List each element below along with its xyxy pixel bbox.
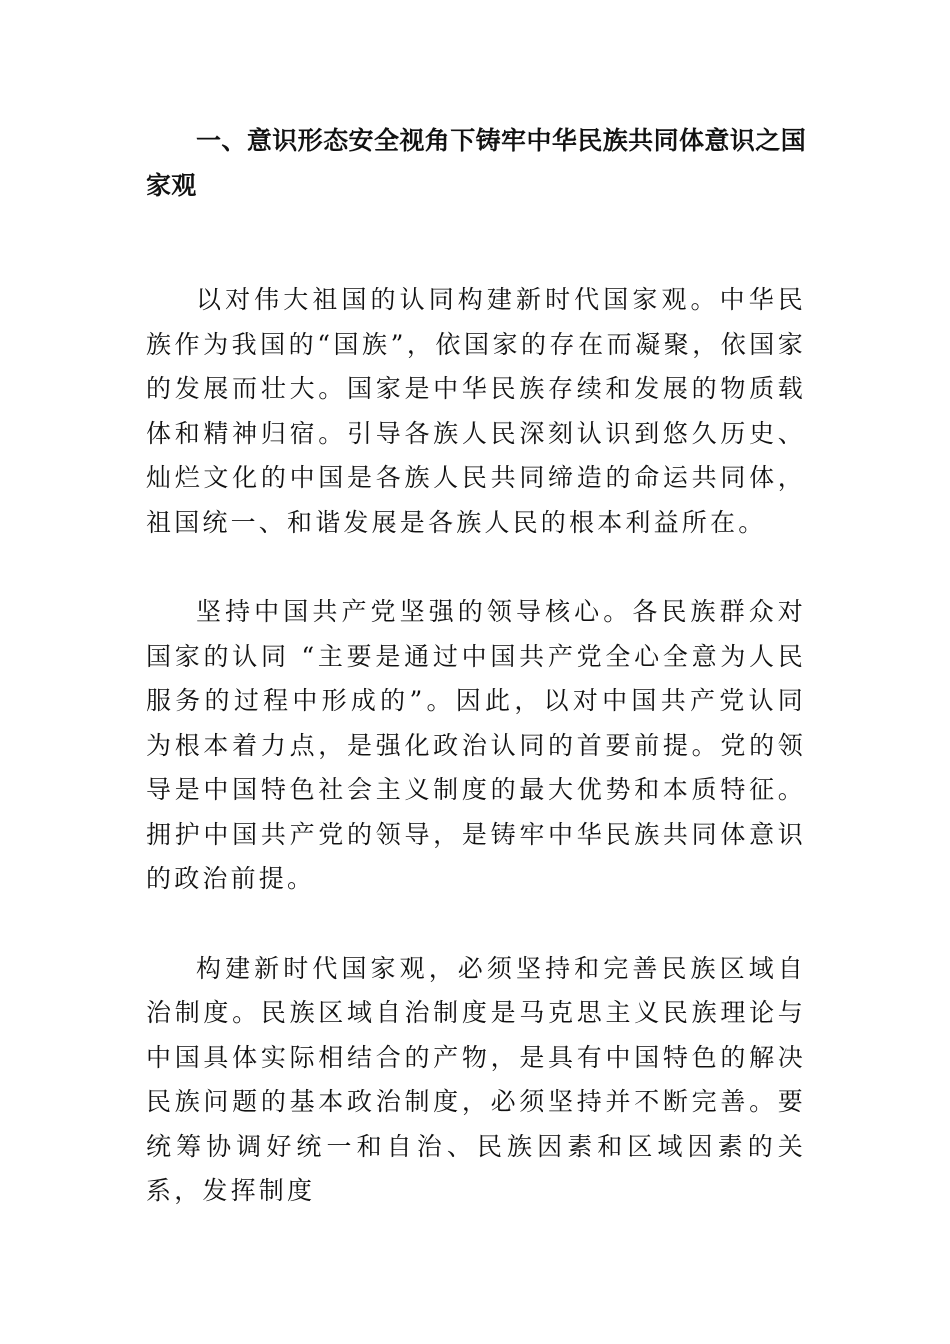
paragraph-regional-autonomy: 构建新时代国家观，必须坚持和完善民族区域自治制度。民族区域自治制度是马克思主义民族理论与中国具体实际相结合的产物，是具有中国特色的解决民族问题的基本政治制度，必须坚持并不断完善。要统筹协调好统一和自治、民族因素和区域因素的关系，发挥制度 <box>146 953 806 1205</box>
section-heading: 一、意识形态安全视角下铸牢中华民族共同体意识之国家观 <box>146 126 806 200</box>
paragraph-national-identity: 以对伟大祖国的认同构建新时代国家观。中华民族作为我国的“国族”，依国家的存在而凝聚，依国家的发展而壮大。国家是中华民族存续和发展的物质载体和精神归宿。引导各族人民深刻认识到悠久历史、灿烂文化的中国是各族人民共同缔造的命运共同体，祖国统一、和谐发展是各族人民的根本利益所在。 <box>146 285 806 537</box>
paragraph-party-leadership: 坚持中国共产党坚强的领导核心。各民族群众对国家的认同 “主要是通过中国共产党全心全意为人民服务的过程中形成的”。因此，以对中国共产党认同为根本着力点，是强化政治认同的首要前提。党的领导是中国特色社会主义制度的最大优势和本质特征。拥护中国共产党的领导，是铸牢中华民族共同体意识的政治前提。 <box>146 597 806 893</box>
document-body <box>146 118 806 1214</box>
